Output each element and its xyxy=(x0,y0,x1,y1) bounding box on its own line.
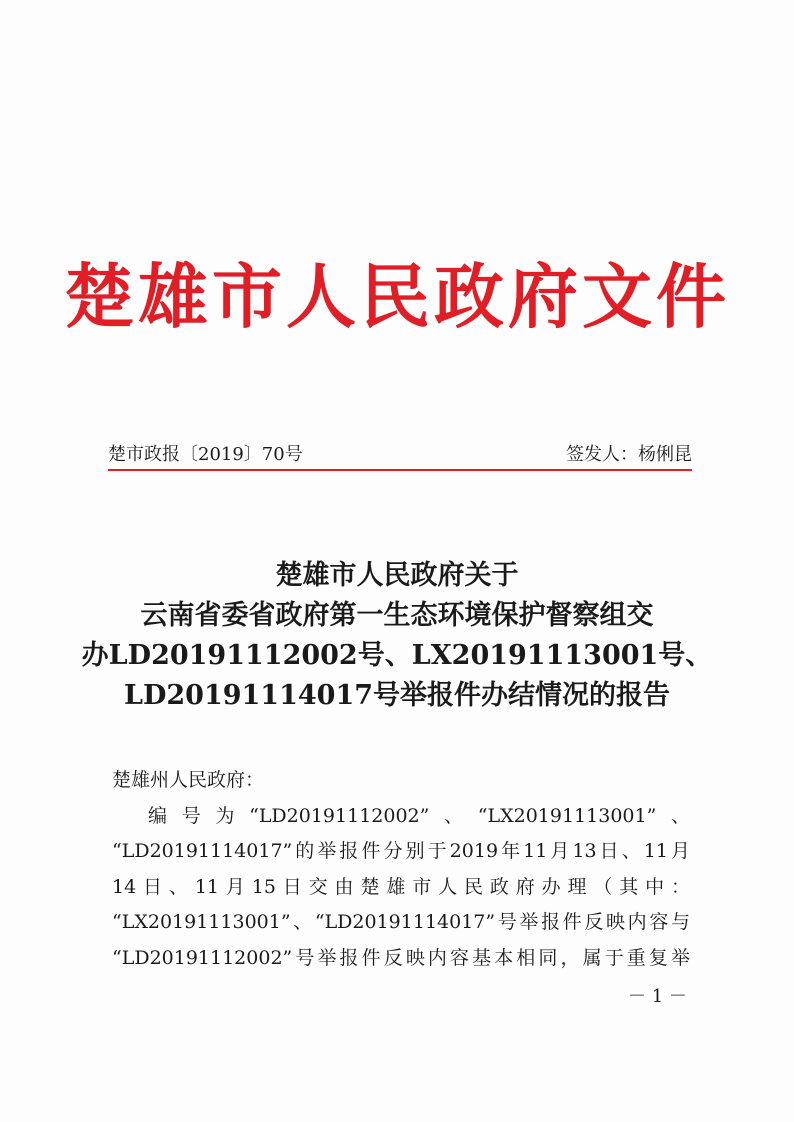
salutation: 楚雄州人民政府： xyxy=(112,769,265,791)
title-line: LD20191114017号举报件办结情况的报告 xyxy=(123,680,671,711)
body-line: “LD20191114017”的举报件分别于2019年11月13日、11月 xyxy=(112,840,690,862)
signer: 签发人：杨俐昆 xyxy=(566,444,692,465)
title-line: 办LD20191112002号、LX20191113001号、 xyxy=(81,640,713,671)
title-line: 楚雄市人民政府关于 xyxy=(275,560,519,591)
document-number-row xyxy=(108,440,692,466)
document-title xyxy=(60,556,734,716)
red-separator-rule xyxy=(108,469,692,471)
page-number: － 1 － xyxy=(628,986,687,1007)
body-line: 14日、11月15日交由楚雄市人民政府办理（其中： xyxy=(112,875,690,898)
title-line: 云南省委省政府第一生态环境保护督察组交 xyxy=(140,600,654,631)
body-line: 编号为“LD20191112002”、“LX20191113001”、 xyxy=(148,804,690,827)
document-masthead: 楚雄市人民政府文件 xyxy=(64,255,730,338)
document-body xyxy=(112,763,690,976)
body-line: “LX20191113001”、“LD20191114017”号举报件反映内容与 xyxy=(112,911,690,933)
body-line: “LD20191112002”号举报件反映内容基本相同，属于重复举 xyxy=(112,946,690,969)
document-number: 楚市政报〔2019〕70号 xyxy=(108,444,303,465)
